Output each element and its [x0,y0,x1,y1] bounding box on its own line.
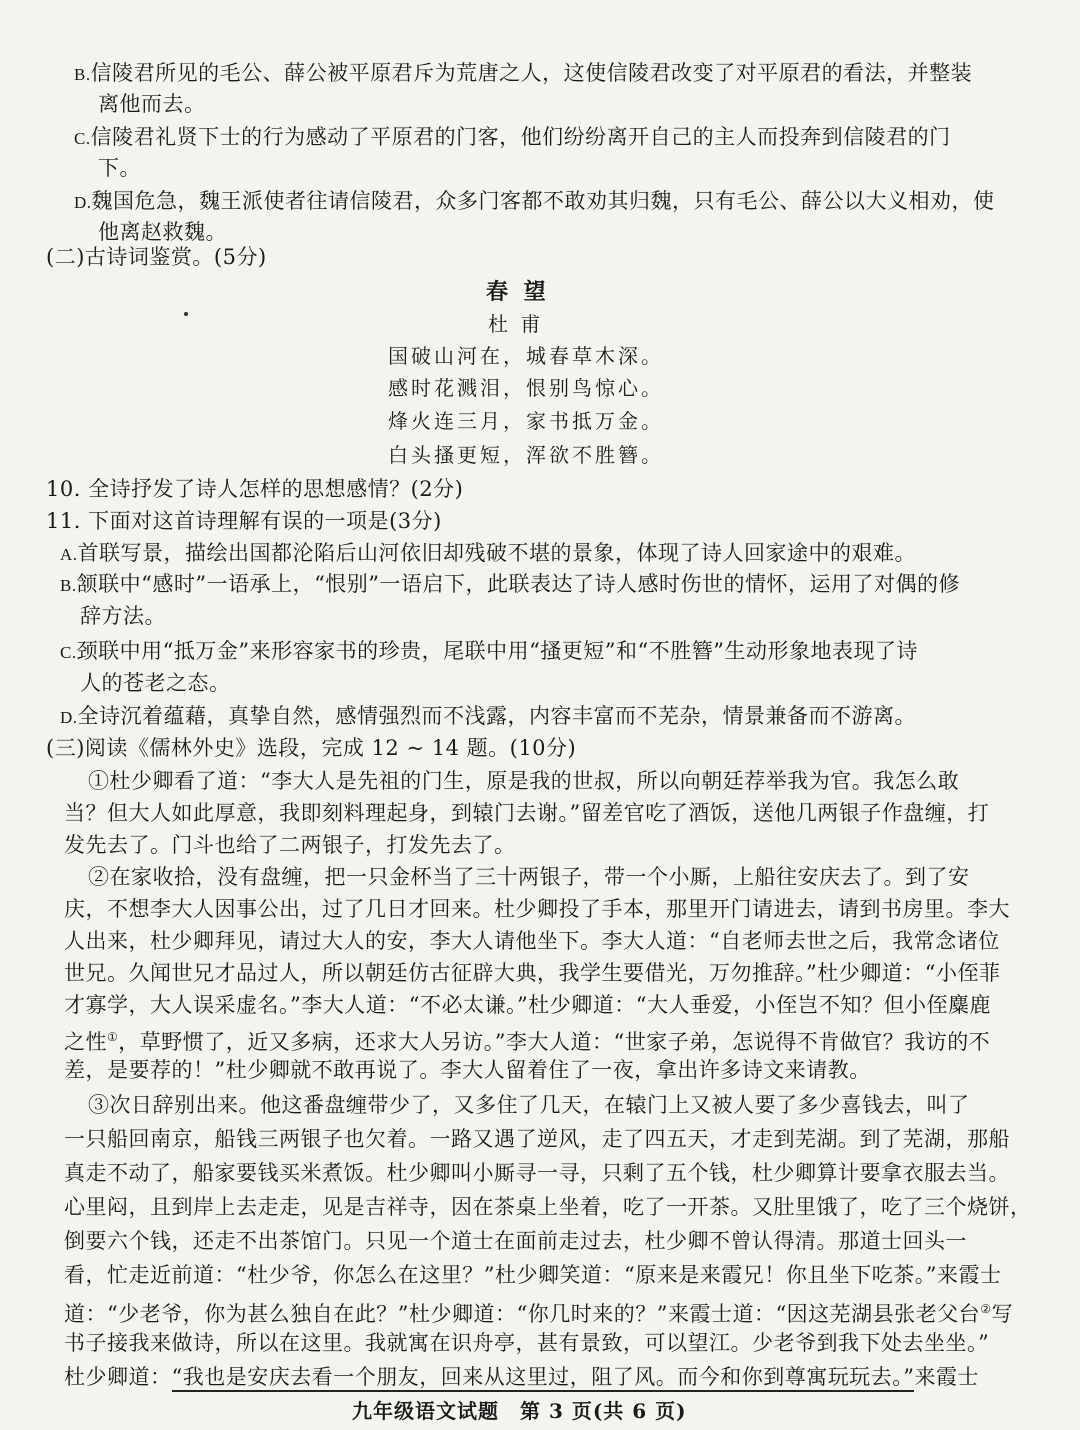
q11-option-c-line-2: 人的苍老之态。 [80,671,231,695]
para3-line-1: ③次日辞别出来。他这番盘缠带少了，又多住了几天，在辕门上又被人要了多少喜钱去，叫了 [88,1093,970,1117]
question-11-stem: 11. 下面对这首诗理解有误的一项是(3分) [46,509,442,533]
poem-line-1: 国破山河在，城春草木深。 [388,344,664,368]
para3-line-9: 杜少卿道：“我也是安庆去看一个朋友，回来从这里过，阻了风。而今和你到尊寓玩玩去。”来霞士 [64,1362,979,1392]
stray-dot [184,312,188,316]
option-b-line-1: B.信陵君所见的毛公、薛公被平原君斥为荒唐之人，这使信陵君改变了对平原君的看法，并整装 [74,61,973,85]
footnote-mark-1: ① [107,1030,119,1044]
poem-line-4: 白头搔更短，浑欲不胜簪。 [388,443,664,467]
q11-option-c-line-1: C.颈联中用“抵万金”来形容家书的珍贵，尾联中用“搔更短”和“不胜簪”生动形象地表现了诗 [60,639,919,663]
para1-line-2: 当？但大人如此厚意，我即刻料理起身，到辕门去谢。”留差官吃了酒饭，送他几两银子作盘缠，打 [64,801,990,825]
para1-line-1: ①杜少卿看了道：“李大人是先祖的门生，原是我的世叔，所以向朝廷荐举我为官。我怎么敢 [88,769,960,793]
para2-line-4: 世兄。久闻世兄才品过人，所以朝廷仿古征辟大典，我学生要借光，万勿推辞。”杜少卿道：“小侄菲 [64,961,1001,985]
q11-option-b-line-2: 辞方法。 [80,604,166,628]
para2-line-6: 之性①，草野惯了，近又多病，还求大人另访。”李大人道：“世家子弟，怎说得不肯做官？我访的不 [64,1030,991,1054]
poem-author: 杜 甫 [488,312,544,336]
poem-line-3: 烽火连三月，家书抵万金。 [388,409,664,433]
q11-option-a: A.首联写景，描绘出国都沦陷后山河依旧却残破不堪的景象，体现了诗人回家途中的艰难。 [60,541,917,565]
para3-line-5: 倒要六个钱，还走不出茶馆门。只见一个道士在面前走过去，杜少卿不曾认得清。那道士回头一 [64,1229,967,1253]
underlined-sentence: “我也是安庆去看一个朋友，回来从这里过，阻了风。而今和你到尊寓玩玩去。” [172,1365,915,1392]
option-d-line-1: D.魏国危急，魏王派使者往请信陵君，众多门客都不敢劝其归魏，只有毛公、薛公以大义相劝，使 [74,189,995,213]
question-10: 10. 全诗抒发了诗人怎样的思想感情？(2分) [46,477,464,501]
section2-heading: (二)古诗词鉴赏。(5分) [46,245,267,269]
para2-line-2: 庆，不想李大人因事公出，过了几日才回来。杜少卿投了手本，那里开门请进去，请到书房里。李大 [64,897,1010,921]
poem-line-2: 感时花溅泪，恨别鸟惊心。 [388,376,664,400]
para3-line-2: 一只船回南京，船钱三两银子也欠着。一路又遇了逆风，走了四五天，才走到芜湖。到了芜湖，那船 [64,1127,1010,1151]
para3-line-4: 心里闷，且到岸上去走走，见是吉祥寺，因在茶桌上坐着，吃了一开茶。又肚里饿了，吃了三个烧饼， [64,1195,1032,1219]
q11-option-d: D.全诗沉着蕴藉，真挚自然，感情强烈而不浅露，内容丰富而不芜杂，情景兼备而不游离。 [60,704,917,728]
para3-line-3: 真走不动了，船家要钱买米煮饭。杜少卿叫小厮寻一寻，只剩了五个钱，杜少卿算计要拿衣服去当。 [64,1161,1010,1185]
option-c-line-1: C.信陵君礼贤下士的行为感动了平原君的门客，他们纷纷离开自己的主人而投奔到信陵君的门 [74,125,951,149]
para1-line-3: 发先去了。门斗也给了二两银子，打发先去了。 [64,833,516,857]
para2-line-1: ②在家收拾，没有盘缠，把一只金杯当了三十两银子，带一个小厮，上船往安庆去了。到了安 [88,865,970,889]
footnote-mark-2: ② [980,1302,992,1316]
q11-option-b-line-1: B.颔联中“感时”一语承上，“恨别”一语启下，此联表达了诗人感时伤世的情怀，运用了对偶的修 [60,572,961,596]
para3-line-8: 书子接我来做诗，所以在这里。我就寓在识舟亭，甚有景致，可以望江。少老爷到我下处去坐坐。” [64,1331,990,1355]
page-footer: 九年级语文试题 第 3 页(共 6 页) [352,1399,687,1423]
poem-title: 春 望 [486,279,550,305]
section3-heading: (三)阅读《儒林外史》选段，完成 12 ~ 14 题。(10分) [46,736,577,760]
option-d-line-2: 他离赵救魏。 [98,220,227,244]
para2-line-7: 差，是要荐的！”杜少卿就不敢再说了。李大人留着住了一夜，拿出许多诗文来请教。 [64,1058,871,1082]
para3-line-6: 看，忙走近前道：“杜少爷，你怎么在这里？”杜少卿笑道：“原来是来霞兄！你且坐下吃茶。”来霞士 [64,1263,1002,1287]
option-c-line-2: 下。 [98,156,141,180]
para3-line-7: 道：“少老爷，你为甚么独自在此？”杜少卿道：“你几时来的？”来霞士道：“因这芜湖县张老父台②写 [64,1302,1013,1326]
option-b-line-2: 离他而去。 [98,92,206,116]
para2-line-5: 才寡学，大人误采虚名。”李大人道：“不必太谦。”杜少卿道：“大人垂爱，小侄岂不知？但小侄麋鹿 [64,993,991,1017]
para2-line-3: 人出来，杜少卿拜见，请过大人的安，李大人请他坐下。李大人道：“自老师去世之后，我常念诸位 [64,929,1000,953]
